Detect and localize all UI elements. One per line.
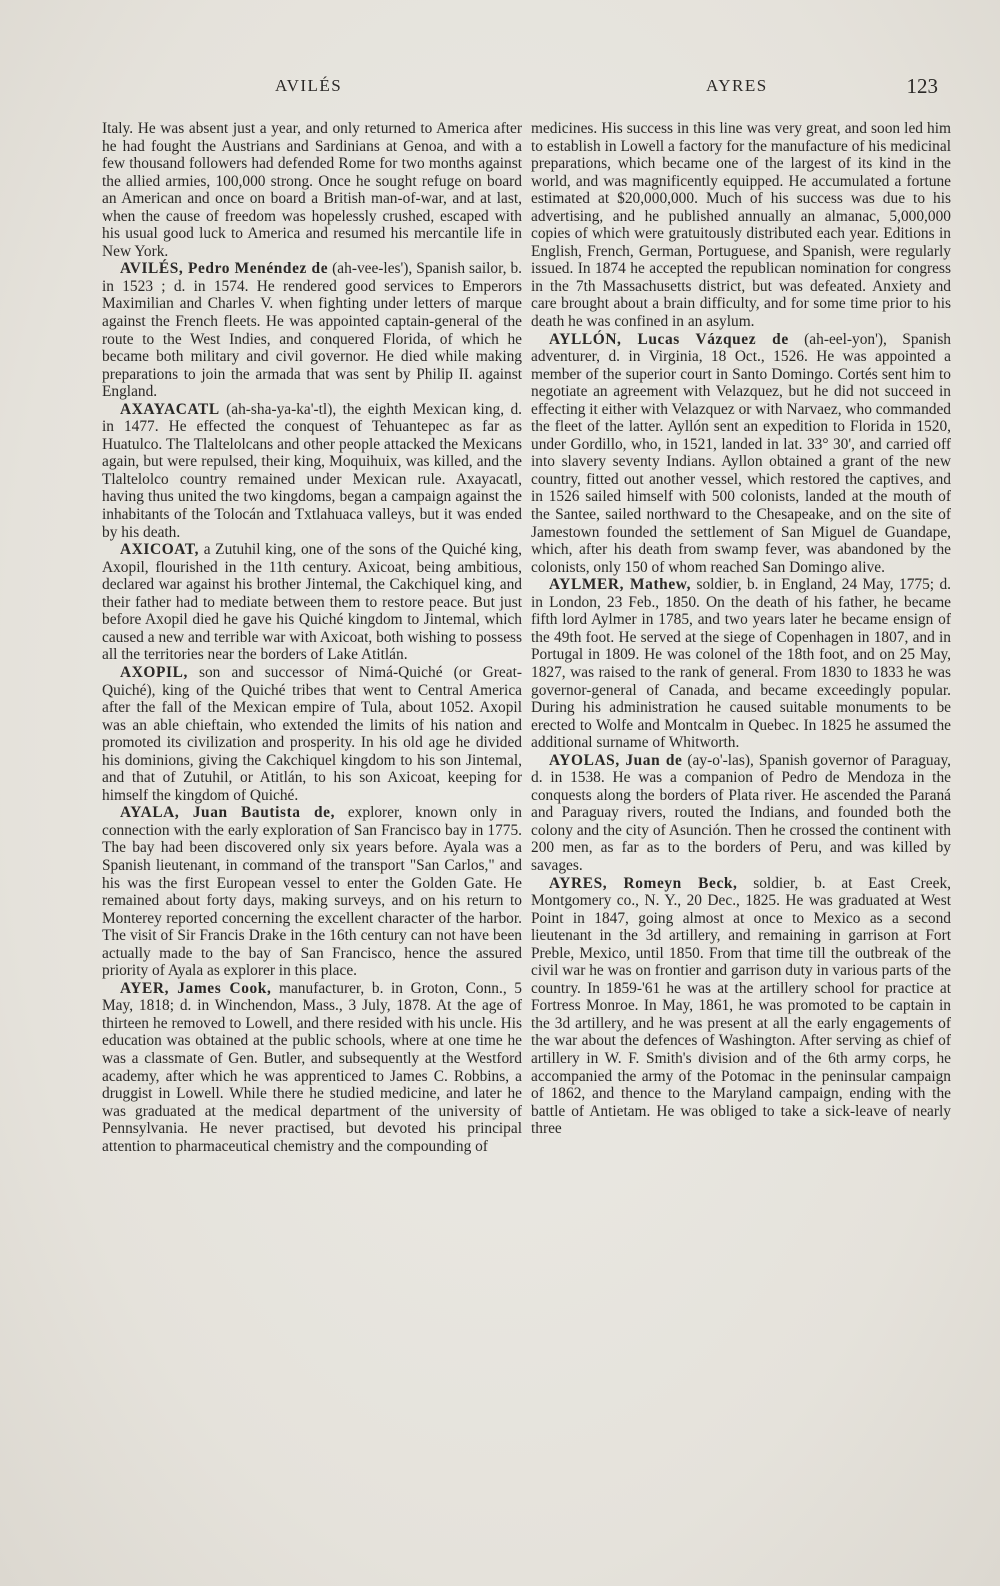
entry-paragraph: [531, 120, 951, 331]
entry-headword: AVILÉS, Pedro Menéndez de: [120, 260, 329, 278]
entry-paragraph: [102, 664, 522, 804]
entry-text: soldier, b. at East Creek, Montgomery co., N. Y., 20 Dec., 1825. He was graduated at West Point in 1847, going almost at once to Mexico as a second lieutenant in the 3d artillery, and remaining in garrison at Fort Preble, Mexico, until 1850. From that time till the outbreak of the civil war he was on frontier and garrison duty in various parts of the country. In 1859-'61 he was at the artillery school for practice at Fortress Monroe. In May, 1861, he was promoted to be captain in the 3d artillery, and he was present at all the early engagements of the war about the defences of Washington. After serving as chief of artillery in W. F. Smith's division and of the 6th army corps, he accompanied the army of the Potomac in the peninsular campaign of 1862, and thence to the Maryland campaign, ending with the battle of Antietam. He was obliged to take a sick-leave of nearly three: [531, 874, 952, 1138]
entry-text: explorer, known only in connection with the early exploration of San Francisco bay in 1775. The bay had been discovered only six years before. Ayala was a Spanish lieutenant, in command of the transport "San Carlos," and his was the first European vessel to enter the Golden Gate. He remained about forty days, making surveys, and on his return to Monterey reported concerning the excellent character of the harbor. The visit of Sir Francis Drake in the 16th century can not have been actually made to the bay of San Francisco, hence the assured priority of Ayala as explorer in this place.: [102, 804, 522, 980]
entry-paragraph: [102, 120, 522, 260]
entry-paragraph: [102, 804, 522, 979]
column-gutter: [521, 118, 522, 1478]
entry-text: Italy. He was absent just a year, and only returned to America after he had fought the Austrians and Sardinians at Genoa, and with a few thousand followers had defended Rome for two months against the allied armies, 100,000 strong. Once he sought refuge on board an American and once on board a British man-of-war, and at last, when the cause of freedom was hopelessly crushed, escaped with his usual good luck to America and resumed his mercantile life in New York.: [102, 120, 522, 260]
entry-paragraph: [531, 875, 951, 1138]
entry-headword: AXICOAT,: [120, 541, 200, 559]
entry-headword: AXAYACATL: [120, 400, 220, 418]
entry-text: manufacturer, b. in Groton, Conn., 5 May, 1818; d. in Winchendon, Mass., 3 July, 1878. At the age of thirteen he removed to Lowell, and there resided with his uncle. His education was obtained at the public schools, where at one time he was a classmate of Gen. Butler, and subsequently at the Westford academy, after which he was apprenticed to James C. Robbins, a druggist in Lowell. While there he studied medicine, and later he was graduated at the medical department of the university of Pennsylvania. He never practised, but devoted his principal attention to pharmaceutical chemistry and the compounding of: [102, 979, 522, 1155]
entry-headword: AYLLÓN, Lucas Vázquez de: [549, 330, 789, 348]
entry-text: (ay-o'-las), Spanish governor of Paraguay, d. in 1538. He was a companion of Pedro de Mendoza in the conquests along the borders of Plata river. He ascended the Paraná and Paraguay rivers, routed the Indians, and founded both the colony and the city of Asunción. Then he crossed the continent with 200 men, as far as to the borders of Peru, and was killed by savages.: [531, 751, 951, 874]
page-number: 123: [906, 74, 938, 98]
entry-text: (ah-vee-les'), Spanish sailor, b. in 1523 ; d. in 1574. He rendered good services to Emperors Maximilian and Charles V. when fighting under letters of marque against the French fleets. He was appointed captain-general of the route to the West Indies, and conquered Florida, of which he became both military and civil governor. He died while making preparations to join the armada that was sent by Philip II. against England.: [102, 260, 522, 401]
right-column: [531, 120, 951, 1138]
entry-headword: AYRES, Romeyn Beck,: [549, 874, 738, 892]
entry-headword: AYER, James Cook,: [120, 979, 272, 997]
entry-headword: AYLMER, Mathew,: [549, 576, 692, 594]
entry-paragraph: [531, 752, 951, 875]
entry-text: soldier, b. in England, 24 May, 1775; d. in London, 23 Feb., 1850. On the death of his father, he became fifth lord Aylmer in 1785, and two years later he became ensign of the 49th foot. He served at the siege of Copenhagen in 1807, and in Portugal in 1809. He was colonel of the 18th foot, and on 25 May, 1827, was raised to the rank of general. From 1830 to 1833 he was governor-general of Canada, and became exceedingly popular. During his administration he caused suitable monuments to be erected to Wolfe and Montcalm in Quebec. In 1825 he assumed the additional surname of Whitworth.: [531, 576, 951, 752]
entry-paragraph: [531, 331, 951, 577]
entry-headword: AYALA, Juan Bautista de,: [120, 804, 336, 822]
running-head-right: AYRES: [706, 76, 768, 95]
entry-headword: AYOLAS, Juan de: [549, 751, 683, 769]
entry-paragraph: [102, 541, 522, 664]
left-column: [102, 120, 522, 1155]
entry-text: (ah-eel-yon'), Spanish adventurer, d. in Virginia, 18 Oct., 1526. He was appointed a member of the superior court in Santo Domingo. Cortés sent him to negotiate an agreement with Velazquez, but he did not succeed in effecting it either with Velazquez or with Narvaez, who commanded the fleet of the latter. Ayllón sent an expedition to Florida in 1520, under Gordillo, who, in 1521, landed in lat. 33° 30', and carried off into slavery seventy Indians. Ayllon obtained a grant of the new country, fitted out another vessel, which restored the captives, and in 1526 sailed himself with 500 colonists, landed at the mouth of the Santee, sailed northward to the Chesapeake, and on the site of Jamestown founded the settlement of San Miguel de Guandape, which, after his death from swamp fever, was abandoned by the colonists, only 150 of whom reached San Domingo alive.: [531, 330, 952, 576]
entry-headword: AXOPIL,: [120, 663, 188, 681]
entry-text: a Zutuhil king, one of the sons of the Quiché king, Axopil, flourished in the 11th century. Axicoat, being ambitious, declared war against his brother Jintemal, the Cakchiquel king, and their father had to mediate between them to restore peace. But just before Axopil died he gave his Quiché kingdom to Jintemal, which caused a new and terrible war with Axicoat, both wishing to possess all the territories near the borders of Lake Atitlán.: [102, 541, 522, 664]
entry-paragraph: [102, 260, 522, 400]
entry-paragraph: [102, 980, 522, 1155]
entry-text: son and successor of Nimá-Quiché (or Great-Quiché), king of the Quiché tribes that went to Central America after the fall of the Mexican empire of Tula, about 1052. Axopil was an able chieftain, who extended the limits of his nation and promoted its civilization and prosperity. In his old age he divided his dominions, giving the Cakchiquel kingdom to his son Jintemal, and that of Zutuhil, or Atitlán, to his son Axicoat, keeping for himself the kingdom of Quiché.: [102, 663, 522, 804]
entry-paragraph: [531, 576, 951, 751]
running-head-left: AVILÉS: [275, 76, 343, 95]
entry-text: (ah-sha-ya-ka'-tl), the eighth Mexican king, d. in 1477. He effected the conquest of Tehuantepec as far as Huatulco. The Tlaltelolcans and other people attacked the Mexicans again, but were repulsed, their king, Moquihuix, was killed, and the Tlaltelolco country remained under Mexican rule. Axayacatl, having thus united the two kingdoms, began a campaign against the inhabitants of the Tolocán and Txtlahuaca valleys, but it was ended by his death.: [102, 400, 522, 541]
entry-paragraph: [102, 401, 522, 541]
entry-text: medicines. His success in this line was very great, and soon led him to establish in Lowell a factory for the manufacture of his medicinal preparations, which became one of the largest of its kind in the world, and was magnificently equipped. He accumulated a fortune estimated at $20,000,000. Much of his success was due to his advertising, and he published annually an almanac, 5,000,000 copies of which were gratuitously distributed each year. Editions in English, French, German, Portuguese, and Spanish, were regularly issued. In 1874 he accepted the republican nomination for congress in the 7th Massachusetts district, but was defeated. Anxiety and care brought about a brain difficulty, and for some time prior to his death he was confined in an asylum.: [531, 120, 951, 331]
